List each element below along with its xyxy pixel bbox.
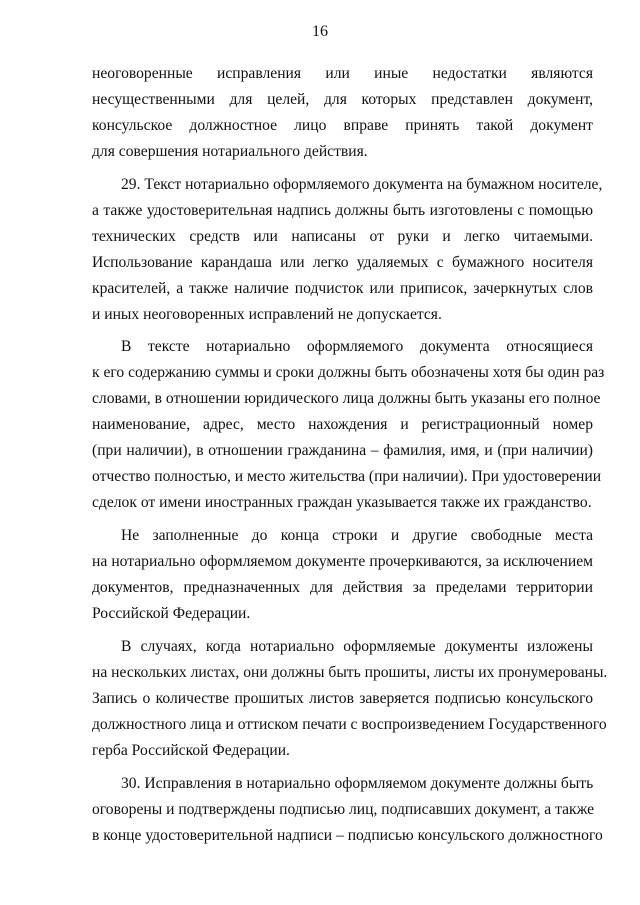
text-line: 30. Исправления в нотариально оформляемом документе должны быть xyxy=(121,775,594,792)
text-line: словами, в отношении юридического лица должны быть указаны его полное xyxy=(92,390,601,407)
text-line: сделок от имени иностранных граждан указывается также их гражданство. xyxy=(92,494,592,511)
text-line: оговорены и подтверждены подписью лиц, подписавших документ, а также xyxy=(92,801,595,818)
text-line: а также удостоверительная надпись должны быть изготовлены с помощью xyxy=(92,202,593,219)
text-line: Российской Федерации. xyxy=(92,605,251,622)
text-line: красителей, а также наличие подчисток или приписок, зачеркнутых слов xyxy=(92,280,593,297)
text-line: в конце удостоверительной надписи – подписью консульского должностного xyxy=(92,827,603,844)
text-line: консульское должностное лицо вправе принять такой документ xyxy=(92,117,593,134)
text-line: Использование карандаша или легко удаляемых с бумажного носителя xyxy=(92,254,593,271)
text-line: В случаях, когда нотариально оформляемые документы изложены xyxy=(121,638,593,655)
text-line: для совершения нотариального действия. xyxy=(92,143,368,160)
text-line: (при наличии), в отношении гражданина – фамилия, имя, и (при наличии) xyxy=(92,442,593,459)
text-line: 29. Текст нотариально оформляемого документа на бумажном носителе, xyxy=(121,176,603,193)
text-line: отчество полностью, и место жительства (при наличии). При удостоверении xyxy=(92,468,602,485)
text-line: технических средств или написаны от руки и легко читаемыми. xyxy=(92,228,593,245)
text-line: к его содержанию суммы и сроки должны быть обозначены хотя бы один раз xyxy=(92,364,605,381)
text-line: несущественными для целей, для которых представлен документ, xyxy=(92,91,593,108)
text-line: и иных неоговоренных исправлений не допускается. xyxy=(92,306,442,323)
page-number: 16 xyxy=(312,23,328,40)
text-line: должностного лица и оттиском печати с воспроизведением Государственного xyxy=(92,716,607,733)
text-line: неоговоренные исправления или иные недостатки являются xyxy=(92,65,593,82)
text-line: наименование, адрес, место нахождения и регистрационный номер xyxy=(92,416,593,433)
text-line: В тексте нотариально оформляемого документа относящиеся xyxy=(121,338,593,355)
text-line: на нескольких листах, они должны быть прошиты, листы их пронумерованы. xyxy=(92,664,608,681)
text-line: Запись о количестве прошитых листов заверяется подписью консульского xyxy=(92,690,593,707)
text-line: документов, предназначенных для действия за пределами территории xyxy=(92,579,593,596)
text-line: герба Российской Федерации. xyxy=(92,742,290,759)
text-line: Не заполненные до конца строки и другие свободные места xyxy=(121,527,593,544)
text-line: на нотариально оформляемом документе прочеркиваются, за исключением xyxy=(92,553,593,570)
